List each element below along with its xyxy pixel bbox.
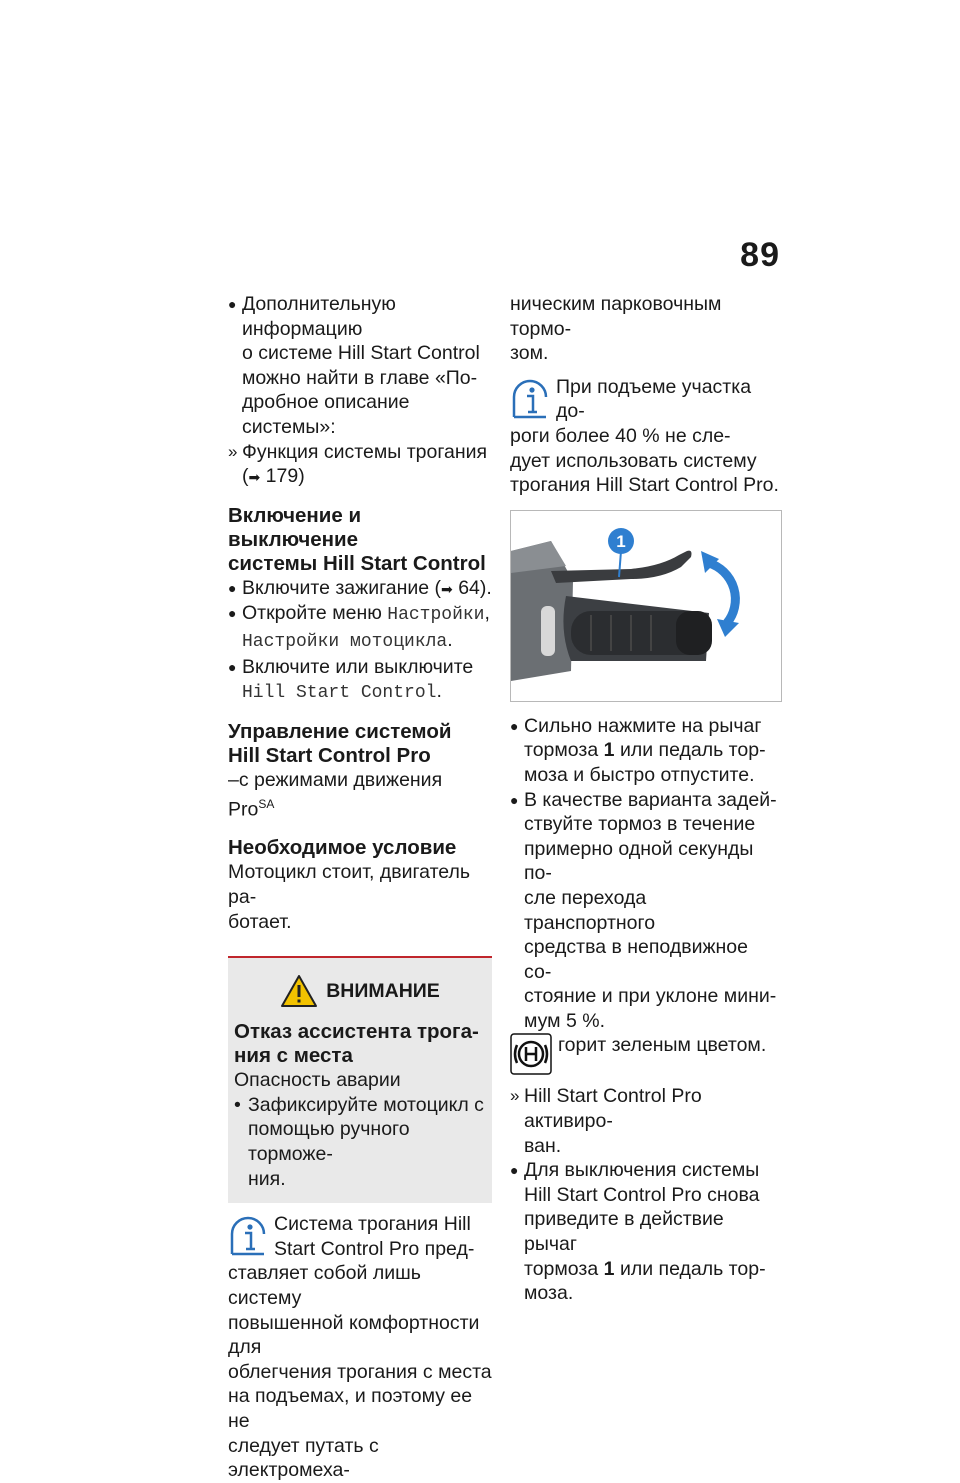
- bullet-press-brake: ● Сильно нажмите на рычаг тормоза 1 или педаль тор- моза и быстро отпустите.: [510, 714, 766, 786]
- warning-box: [228, 956, 492, 1203]
- bullet-icon: ●: [510, 791, 519, 808]
- section-title-condition: Необходимое условие: [228, 836, 457, 860]
- section-title-switch: Включение и выключение системы Hill Start Control: [228, 503, 486, 575]
- s1-item-ignition: ● Включите зажигание (➡ 64).: [228, 576, 492, 599]
- left-column: ● Дополнительную информацию о системе Hill Start Control можно найти в главе «По- дробное описание системы»: » Функция системы трогания (➡ 179) Включение и выключение системы Hill Start Control ● Включите зажигание (➡ 64). ● Откройте меню Настройки, Настройки мотоцикла. ● Включите или выключите Hill Start Control. Управление системой Hill Start Control Pro –с режимами движения Pro$^{SA}$ Необходимое условие Мотоцикл стоит, двигатель ра- ботает. ВНИМАНИЕ Отказ ассистента трога- ния с места Опасность аварии • Зафиксируйте мотоцикл с помощью ручного торможе- ния. Система трогания Hill Start Control Pro пред- ставляет собой лишь систему повышенной комфортности для облегчения трогания с места на подъемах, и поэтому ее не следует путать с электромеха-: [228, 293, 492, 1482]
- info-note-icon: [228, 1214, 268, 1260]
- section-title-pro: Управление системой Hill Start Control Pro: [228, 719, 452, 767]
- page-ref-link[interactable]: 179): [265, 465, 305, 488]
- page-ref-arrow-icon: ➡: [441, 580, 453, 597]
- warning-title: Отказ ассистента трога- ния с места: [234, 1020, 479, 1068]
- result-arrow-icon: »: [510, 1086, 520, 1106]
- info-note-icon: [510, 377, 550, 423]
- warning-label: ВНИМАНИЕ: [326, 979, 440, 1002]
- bullet-icon: ●: [228, 658, 237, 675]
- bullet-alternative: ● В качестве варианта задей- ствуйте тормоз в течение примерно одной секунды по- сле перехода транспортного средства в неподвижное со- стояние и при уклоне мини- мум 5 %.: [510, 788, 777, 1032]
- page-ref-arrow-icon: ➡: [248, 469, 261, 486]
- bullet-icon: ●: [228, 605, 237, 622]
- bullet-icon: ●: [228, 296, 237, 312]
- section-pro-subtitle: –с режимами движения Pro$^{SA}$: [228, 768, 443, 821]
- warning-bullet: • Зафиксируйте мотоцикл с помощью ручного торможе- ния.: [234, 1093, 484, 1190]
- bullet-icon: •: [234, 1093, 241, 1116]
- hill-start-indicator-icon: [510, 1033, 552, 1075]
- intro-result: » Функция системы трогания (➡ 179): [228, 440, 488, 488]
- menu-code-hsc: Hill Start Control: [242, 683, 437, 704]
- page-number: 89: [740, 236, 780, 274]
- figure-callout-number: 1: [616, 531, 626, 551]
- page-ref-link[interactable]: 64).: [458, 576, 492, 599]
- note-hsc-pro: Система трогания Hill Start Control Pro пред- ставляет собой лишь систему повышенной комфортности для облегчения трогания с места на подъемах, и поэтому ее не следует путать с электромеха-: [228, 1213, 492, 1482]
- right-column: ническим парковочным тормо- зом. При подъеме участка до- роги более 40 % не сле- дует использовать систему трогания Hill Start Control Pro. 1 ● Сильно нажмите на рычаг тормоза 1 или педаль тор- моза и быстро отпустите. ● В качестве варианта задей- ствуйте тормоз в течение примерно одной секунды по- сле перехода транспортного средства в неподвижное со- стояние и при уклоне мини- мум 5 %. горит зеленым цветом. » Hill Start Control Pro активиро- ван. ● Для выключения системы Hill Start Control Pro снова приведите в действие рычаг тормоза 1 или педаль тор- моза.: [510, 292, 780, 1306]
- indicator-text: горит зеленым цветом.: [558, 1034, 767, 1057]
- s1-item-toggle: ● Включите или выключите Hill Start Control.: [228, 655, 474, 704]
- menu-code-bike-settings: Настройки мотоцикла: [242, 631, 448, 652]
- note-incline: При подъеме участка до- роги более 40 % не сле- дует использовать систему трогания Hill Start Control Pro.: [510, 375, 779, 497]
- brake-lever-figure: [510, 510, 782, 702]
- menu-code-settings: Настройки: [387, 605, 485, 626]
- s1-item-menu: ● Откройте меню Настройки, Настройки мотоцикла.: [228, 602, 490, 652]
- bullet-icon: ●: [510, 1162, 519, 1179]
- warning-triangle-icon: [280, 974, 318, 1008]
- brake-lever-illustration: [511, 511, 781, 701]
- bullet-icon: ●: [228, 579, 237, 596]
- bullet-icon: ●: [510, 717, 519, 734]
- intro-bullet: ● Дополнительную информацию о системе Hill Start Control можно найти в главе «По- дробное описание системы»:: [228, 293, 480, 438]
- result-arrow-icon: »: [228, 441, 238, 461]
- warning-danger: Опасность аварии: [234, 1069, 401, 1092]
- bullet-deactivate: ● Для выключения системы Hill Start Control Pro снова приведите в действие рычаг тормоза 1 или педаль тор- моза.: [510, 1159, 766, 1305]
- result-activated: » Hill Start Control Pro активиро- ван.: [510, 1085, 702, 1157]
- hsc-indicator-row: [510, 1033, 780, 1075]
